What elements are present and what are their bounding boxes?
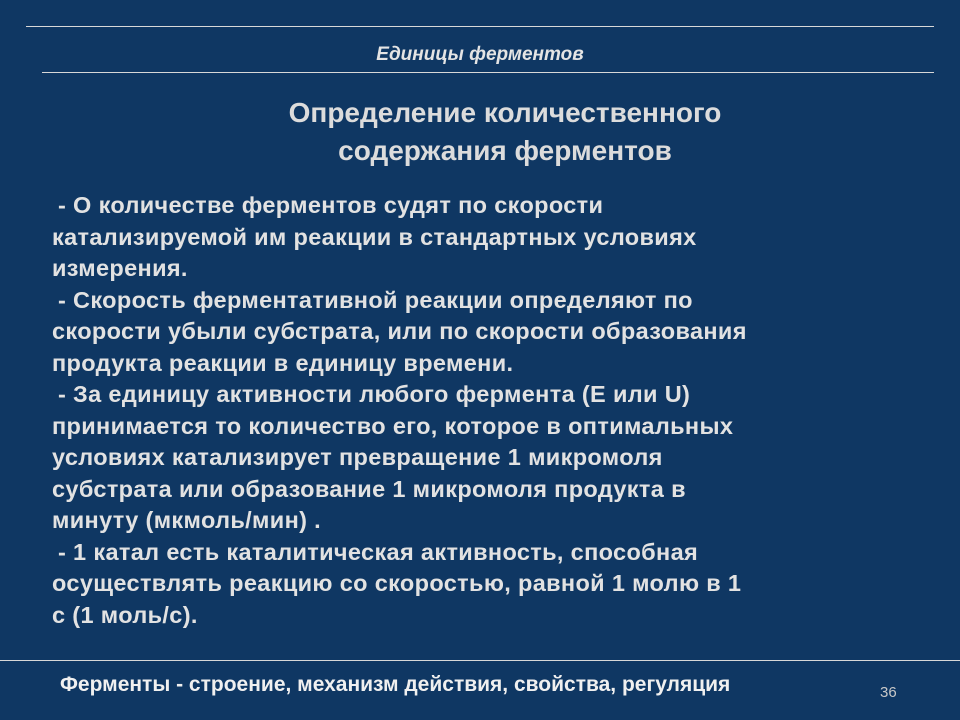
slide-body (52, 190, 932, 631)
paragraph-line: с (1 моль/с). (52, 601, 198, 628)
paragraph-line: принимается то количество его, которое в оптимальных (52, 412, 734, 439)
paragraph-line: осуществлять реакцию со скоростью, равной 1 молю в 1 (52, 570, 742, 596)
paragraph-line: катализируемой им реакции в стандартных условиях (52, 223, 697, 250)
slide-title (160, 94, 850, 170)
paragraph-line: - 1 катал есть каталитическая активность, способная (58, 538, 699, 565)
paragraph-line: условиях катализирует превращение 1 микромоля (52, 444, 663, 470)
paragraph-line: минуту (мкмоль/мин) . (52, 507, 322, 533)
paragraph-activity-unit (52, 379, 932, 537)
header-title: Единицы ферментов (376, 44, 584, 65)
footer-title: Ферменты - строение, механизм действия, свойства, регуляция (60, 673, 731, 696)
paragraph-measurement (52, 190, 932, 285)
paragraph-line: продукта реакции в единицу времени. (52, 349, 514, 376)
header-divider (42, 72, 934, 73)
page-number: 36 (880, 684, 897, 701)
top-divider (26, 26, 934, 27)
slide-title-line-1: Определение количественного (288, 97, 722, 128)
paragraph-line: субстрата или образование 1 микромоля продукта в (52, 475, 686, 502)
paragraph-line: - За единицу активности любого фермента (Е или U) (58, 381, 691, 407)
paragraph-line: скорости убыли субстрата, или по скорости образования (52, 318, 747, 344)
footer-divider (0, 660, 960, 661)
paragraph-line: - Скорость ферментативной реакции определяют по (58, 286, 693, 313)
paragraph-reaction-rate (52, 285, 932, 380)
paragraph-katal (52, 537, 932, 632)
slide-title-line-2: содержания ферментов (338, 135, 672, 166)
paragraph-line: измерения. (52, 255, 188, 281)
paragraph-line: - О количестве ферментов судят по скорости (58, 192, 604, 218)
